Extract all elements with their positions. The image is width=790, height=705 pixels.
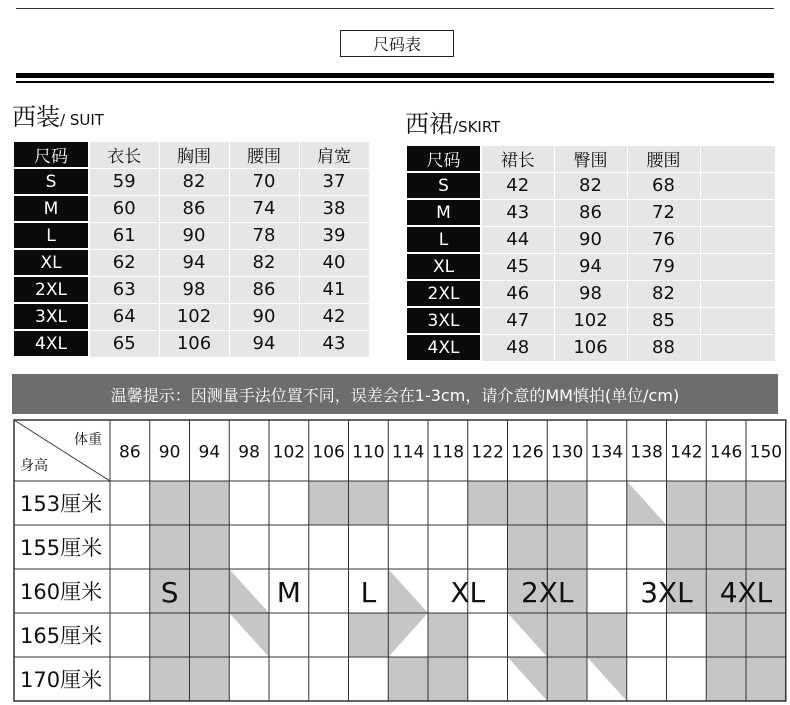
- suit-header-2: 胸围: [159, 141, 229, 168]
- weight-header: 98: [238, 442, 260, 463]
- notice-banner: 温馨提示：因测量手法位置不同，误差会在1-3cm，请介意的MM慎拍(单位/cm): [12, 374, 778, 414]
- weight-header: 90: [158, 442, 181, 463]
- measure-cell: 44: [481, 226, 554, 253]
- measure-cell: 79: [627, 253, 700, 280]
- measure-cell: [700, 172, 775, 199]
- shaded-cell: [508, 525, 548, 569]
- shaded-cell: [547, 525, 587, 569]
- measure-cell: 90: [229, 303, 299, 330]
- shaded-cell: [190, 657, 230, 701]
- measure-cell: [700, 226, 775, 253]
- shaded-cell: [627, 481, 667, 525]
- shaded-cell: [746, 613, 786, 657]
- height-weight-chart: [12, 418, 783, 702]
- skirt-header-4: [700, 145, 775, 172]
- measure-cell: 85: [627, 307, 700, 334]
- skirt-header-2: 臀围: [554, 145, 627, 172]
- measure-cell: 82: [627, 280, 700, 307]
- height-label: 170厘米: [20, 668, 103, 692]
- size-label: 4XL: [406, 334, 481, 361]
- header-rule-thin: [16, 81, 774, 83]
- suit-size-table: [12, 140, 370, 358]
- suit-title-en: / SUIT: [60, 111, 104, 129]
- table-row: [406, 253, 775, 280]
- suit-header-1: 衣长: [89, 141, 159, 168]
- measure-cell: 82: [159, 168, 229, 195]
- shaded-cell: [190, 481, 230, 525]
- measure-cell: 88: [627, 334, 700, 361]
- weight-header: 138: [630, 442, 663, 463]
- shaded-cell: [667, 481, 707, 525]
- suit-title-cn: 西装: [12, 103, 60, 131]
- size-zone-label: 4XL: [719, 576, 773, 609]
- measure-cell: 43: [481, 199, 554, 226]
- measure-cell: [700, 199, 775, 226]
- table-row: [13, 330, 369, 357]
- shaded-cell: [746, 657, 786, 701]
- suit-header-4: 肩宽: [299, 141, 369, 168]
- measure-cell: 60: [89, 195, 159, 222]
- skirt-size-table: [405, 144, 776, 362]
- corner-weight-label: 体重: [74, 432, 102, 448]
- measure-cell: 40: [299, 249, 369, 276]
- measure-cell: 82: [229, 249, 299, 276]
- measure-cell: 74: [229, 195, 299, 222]
- weight-header: 118: [431, 442, 465, 463]
- size-label: L: [406, 226, 481, 253]
- table-row: [13, 195, 369, 222]
- shaded-cell: [150, 657, 190, 701]
- shaded-cell: [746, 481, 786, 525]
- weight-header: 106: [312, 442, 345, 463]
- weight-header: 134: [590, 442, 624, 463]
- measure-cell: [700, 280, 775, 307]
- shaded-cell: [428, 657, 468, 701]
- measure-cell: 78: [229, 222, 299, 249]
- table-row: [406, 280, 775, 307]
- measure-cell: 41: [299, 276, 369, 303]
- shaded-cell: [587, 657, 627, 701]
- measure-cell: 70: [229, 168, 299, 195]
- weight-header: 110: [352, 442, 385, 463]
- shaded-cell: [229, 613, 269, 657]
- shaded-cell: [229, 569, 269, 613]
- height-label: 155厘米: [20, 536, 103, 560]
- shaded-cell: [706, 525, 746, 569]
- size-zone-label: M: [276, 576, 301, 609]
- measure-cell: 63: [89, 276, 159, 303]
- table-row: [406, 307, 775, 334]
- measure-cell: 42: [481, 172, 554, 199]
- weight-header: 86: [119, 442, 141, 463]
- table-row: [406, 226, 775, 253]
- measure-cell: 90: [159, 222, 229, 249]
- measure-cell: 43: [299, 330, 369, 357]
- measure-cell: 72: [627, 199, 700, 226]
- measure-cell: 48: [481, 334, 554, 361]
- shaded-cell: [547, 657, 587, 701]
- size-label: 2XL: [13, 276, 89, 303]
- measure-cell: 62: [89, 249, 159, 276]
- shaded-cell: [746, 525, 786, 569]
- measure-cell: 86: [554, 199, 627, 226]
- measure-cell: 38: [299, 195, 369, 222]
- measure-cell: 65: [89, 330, 159, 357]
- measure-cell: 42: [299, 303, 369, 330]
- size-label: L: [13, 222, 89, 249]
- measure-cell: 46: [481, 280, 554, 307]
- shaded-cell: [190, 613, 230, 657]
- top-divider: [16, 8, 774, 9]
- corner-height-label: 身高: [20, 458, 48, 474]
- height-label: 153厘米: [20, 492, 103, 516]
- measure-cell: 64: [89, 303, 159, 330]
- measure-cell: 59: [89, 168, 159, 195]
- table-row: [13, 168, 369, 195]
- size-zone-label: 2XL: [520, 576, 574, 609]
- shaded-cell: [190, 525, 230, 569]
- suit-section-title: [12, 103, 104, 134]
- size-label: M: [406, 199, 481, 226]
- size-zone-label: L: [360, 576, 377, 609]
- suit-header-row: [13, 141, 369, 168]
- shaded-cell: [706, 657, 746, 701]
- shaded-cell: [349, 481, 389, 525]
- shaded-cell: [508, 613, 548, 657]
- weight-header: 150: [749, 442, 783, 463]
- table-row: [13, 222, 369, 249]
- skirt-section-title: [405, 110, 500, 141]
- table-row: [13, 276, 369, 303]
- skirt-header-row: [406, 145, 775, 172]
- measure-cell: 94: [554, 253, 627, 280]
- weight-header: 114: [391, 442, 425, 463]
- table-row: [13, 303, 369, 330]
- measure-cell: 98: [554, 280, 627, 307]
- shaded-cell: [150, 613, 190, 657]
- shaded-cell: [309, 481, 349, 525]
- weight-header: 146: [709, 442, 743, 463]
- shaded-cell: [547, 481, 587, 525]
- measure-cell: [700, 253, 775, 280]
- table-row: [406, 172, 775, 199]
- measure-cell: 86: [229, 276, 299, 303]
- weight-header: 126: [511, 442, 544, 463]
- shaded-cell: [706, 613, 746, 657]
- height-label: 165厘米: [20, 624, 103, 648]
- size-zone-label: 3XL: [640, 576, 693, 609]
- weight-header: 130: [550, 442, 584, 463]
- size-label: S: [406, 172, 481, 199]
- skirt-header-3: 腰围: [627, 145, 700, 172]
- shaded-cell: [428, 613, 468, 657]
- measure-cell: 86: [159, 195, 229, 222]
- shaded-cell: [706, 481, 746, 525]
- size-label: S: [13, 168, 89, 195]
- measure-cell: 106: [159, 330, 229, 357]
- table-row: [13, 249, 369, 276]
- shaded-cell: [468, 481, 508, 525]
- shaded-cell: [388, 613, 428, 657]
- size-label: XL: [13, 249, 89, 276]
- measure-cell: 90: [554, 226, 627, 253]
- shaded-cell: [667, 525, 707, 569]
- header-rule-thick: [16, 73, 774, 78]
- size-label: 2XL: [406, 280, 481, 307]
- weight-header: 142: [670, 442, 703, 463]
- measure-cell: 37: [299, 168, 369, 195]
- skirt-title-en: /SKIRT: [453, 118, 501, 136]
- shaded-cell: [388, 657, 428, 701]
- weight-header: 94: [198, 442, 221, 463]
- measure-cell: [700, 307, 775, 334]
- shaded-cell: [547, 613, 587, 657]
- table-row: [406, 334, 775, 361]
- measure-cell: 68: [627, 172, 700, 199]
- shaded-cell: [150, 525, 190, 569]
- shaded-cell: [150, 481, 190, 525]
- size-label: 3XL: [406, 307, 481, 334]
- size-zone-label: XL: [450, 576, 486, 609]
- shaded-cell: [587, 613, 627, 657]
- measure-cell: 106: [554, 334, 627, 361]
- height-label: 160厘米: [20, 580, 103, 604]
- size-label: M: [13, 195, 89, 222]
- measure-cell: 82: [554, 172, 627, 199]
- skirt-header-1: 裙长: [481, 145, 554, 172]
- measure-cell: 76: [627, 226, 700, 253]
- measure-cell: 45: [481, 253, 554, 280]
- measure-cell: 94: [159, 249, 229, 276]
- weight-header: 102: [272, 442, 306, 463]
- skirt-header-0: 尺码: [406, 145, 481, 172]
- size-zone-label: S: [160, 576, 179, 609]
- measure-cell: 98: [159, 276, 229, 303]
- suit-header-0: 尺码: [13, 141, 89, 168]
- measure-cell: 61: [89, 222, 159, 249]
- measure-cell: [700, 334, 775, 361]
- table-row: [406, 199, 775, 226]
- measure-cell: 102: [554, 307, 627, 334]
- suit-header-3: 腰围: [229, 141, 299, 168]
- size-label: 3XL: [13, 303, 89, 330]
- shaded-cell: [349, 613, 389, 657]
- measure-cell: 39: [299, 222, 369, 249]
- shaded-cell: [508, 481, 548, 525]
- shaded-cell: [190, 569, 230, 613]
- page-title: 尺码表: [340, 30, 454, 57]
- weight-header: 122: [471, 442, 504, 463]
- shaded-cell: [388, 569, 428, 613]
- measure-cell: 94: [229, 330, 299, 357]
- shaded-cell: [508, 657, 548, 701]
- size-label: XL: [406, 253, 481, 280]
- size-label: 4XL: [13, 330, 89, 357]
- measure-cell: 102: [159, 303, 229, 330]
- skirt-title-cn: 西裙: [405, 110, 453, 138]
- measure-cell: 47: [481, 307, 554, 334]
